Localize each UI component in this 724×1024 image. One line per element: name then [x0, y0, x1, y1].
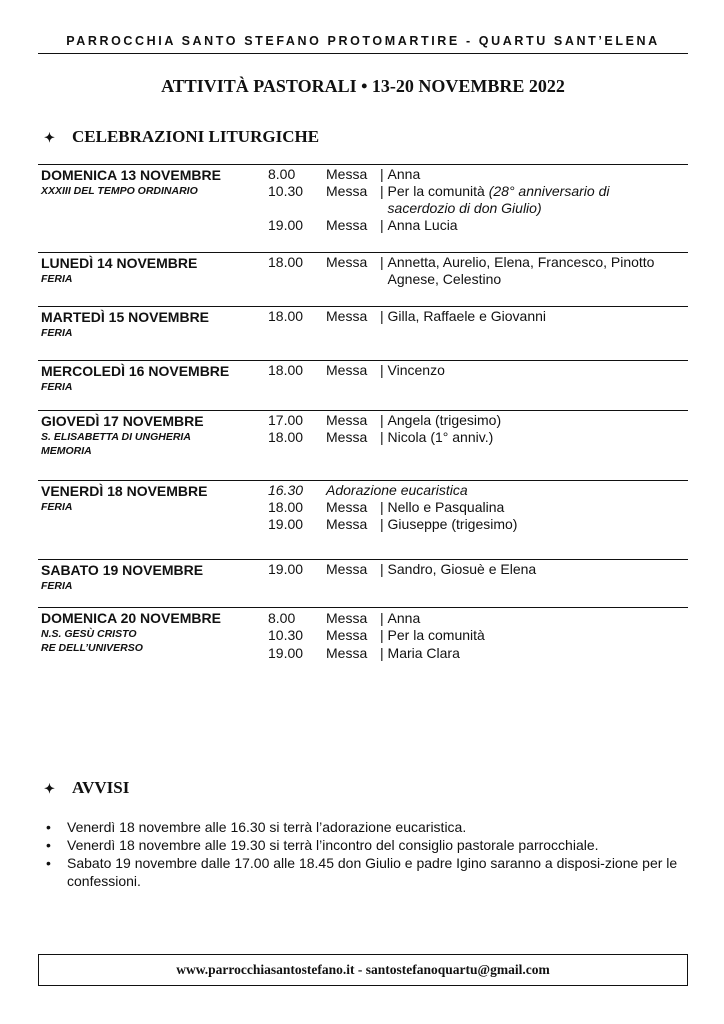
schedule-entry: [268, 254, 692, 288]
entry-separator: |: [380, 645, 384, 661]
notice-text: Venerdì 18 novembre alle 16.30 si terrà l’adorazione eucaristica.: [67, 819, 467, 835]
day-block-sunday-20: [38, 607, 688, 672]
entry-separator: |: [380, 308, 384, 324]
day-name: VENERDÌ 18 NOVEMBRE: [41, 483, 208, 499]
day-name: LUNEDÌ 14 NOVEMBRE: [41, 255, 198, 271]
footer-text: www.parrocchiasantostefano.it - santostefanoquartu@gmail.com: [176, 962, 550, 977]
entry-description: Nicola (1° anniv.): [387, 429, 494, 445]
entry-time: 10.30: [268, 627, 304, 643]
entry-kind: Messa: [326, 610, 368, 626]
schedule-entry: [268, 645, 460, 662]
entry-separator: |: [380, 362, 384, 378]
entry-separator: |: [380, 499, 384, 515]
notices-heading-label: AVVISI: [72, 778, 130, 797]
entry-description: Giuseppe (trigesimo): [387, 516, 518, 532]
entry-kind: Messa: [326, 645, 368, 661]
footer-contacts: [38, 954, 688, 986]
schedule-entry: [268, 308, 546, 325]
entry-kind: Messa: [326, 412, 368, 428]
day-subtitle: FERIA: [41, 273, 73, 285]
celebrations-heading: [44, 127, 319, 147]
day-block-friday-18: [38, 480, 688, 553]
day-subtitle: S. ELISABETTA DI UNGHERIA: [41, 431, 191, 443]
day-block-thursday-17: [38, 410, 688, 475]
day-name: DOMENICA 13 NOVEMBRE: [41, 167, 221, 183]
schedule-entry: [268, 499, 504, 516]
parish-header: PARROCCHIA SANTO STEFANO PROTOMARTIRE - QUARTU SANT’ELENA: [66, 34, 660, 48]
schedule-entry: [268, 516, 517, 533]
entry-separator: |: [380, 254, 384, 270]
schedule-entry: [268, 482, 468, 499]
header-divider: [38, 53, 688, 54]
entry-time: 18.00: [268, 308, 304, 324]
entry-time: 16.30: [268, 482, 304, 498]
notice-item: [46, 818, 686, 836]
entry-kind: Messa: [326, 166, 368, 182]
day-subtitle: RE DELL’UNIVERSO: [41, 642, 143, 654]
notices-heading: [44, 778, 129, 798]
bullet-icon: •: [46, 819, 51, 835]
entry-time: 8.00: [268, 166, 296, 182]
notices-list: [46, 818, 686, 890]
schedule-entry: [268, 561, 536, 578]
entry-time: 18.00: [268, 254, 304, 270]
entry-description: Vincenzo: [387, 362, 445, 378]
schedule-entry: [268, 166, 420, 183]
day-block-tuesday-15: [38, 306, 688, 351]
entry-time: 19.00: [268, 561, 304, 577]
notice-text: Sabato 19 novembre dalle 17.00 alle 18.45 don Giulio e padre Igino saranno a disposi-zione per le confessioni.: [67, 855, 678, 889]
entry-description: Anna: [387, 166, 421, 182]
day-subtitle: XXXIII DEL TEMPO ORDINARIO: [41, 185, 198, 197]
entry-separator: |: [380, 217, 384, 233]
celebrations-heading-label: CELEBRAZIONI LITURGICHE: [72, 127, 320, 146]
entry-description: Sandro, Giosuè e Elena: [387, 561, 537, 577]
day-subtitle: N.S. GESÙ CRISTO: [41, 628, 137, 640]
entry-time: 19.00: [268, 217, 304, 233]
bullet-icon: •: [46, 837, 51, 853]
entry-kind: Messa: [326, 308, 368, 324]
schedule-entry: [268, 362, 445, 379]
day-subtitle: MEMORIA: [41, 445, 92, 457]
notice-text: Venerdì 18 novembre alle 19.30 si terrà l’incontro del consiglio pastorale parrocchiale.: [67, 837, 599, 853]
day-subtitle: FERIA: [41, 580, 73, 592]
day-block-sunday-13: [38, 164, 688, 245]
entry-description: Per la comunità: [387, 627, 485, 643]
entry-description: Maria Clara: [387, 645, 460, 661]
entry-separator: |: [380, 561, 384, 577]
bullet-icon: •: [46, 855, 51, 871]
entry-kind: Messa: [326, 217, 368, 233]
entry-description-text: Per la comunità: [387, 183, 485, 199]
schedule-entry: [268, 183, 680, 217]
entry-description-note: (28° anniversario di sacerdozio di don Giulio): [387, 183, 610, 216]
four-point-star-icon: ✦: [44, 781, 55, 796]
entry-kind: Messa: [326, 516, 368, 532]
entry-kind: Messa: [326, 254, 368, 270]
notice-item: [46, 836, 686, 854]
schedule-entry: [268, 429, 493, 446]
notice-item: [46, 854, 686, 890]
entry-description: Anna: [387, 610, 421, 626]
entry-description: Anna Lucia: [387, 217, 458, 233]
entry-kind: Adorazione eucaristica: [326, 482, 468, 498]
entry-time: 18.00: [268, 429, 304, 445]
entry-time: 8.00: [268, 610, 296, 626]
day-subtitle: FERIA: [41, 381, 73, 393]
entry-kind: Messa: [326, 627, 368, 643]
schedule-entry: [268, 217, 458, 234]
entry-separator: |: [380, 166, 384, 182]
entry-description: [388, 183, 680, 217]
entry-description: Annetta, Aurelio, Elena, Francesco, Pinotto Agnese, Celestino: [387, 254, 655, 287]
schedule-entry: [268, 627, 485, 644]
day-block-monday-14: [38, 252, 688, 301]
schedule-entry: [268, 412, 501, 429]
entry-description: Angela (trigesimo): [387, 412, 502, 428]
day-name: MERCOLEDÌ 16 NOVEMBRE: [41, 363, 230, 379]
entry-kind: Messa: [326, 429, 368, 445]
entry-description: Nello e Pasqualina: [387, 499, 505, 515]
entry-kind: Messa: [326, 499, 368, 515]
day-subtitle: FERIA: [41, 327, 73, 339]
entry-separator: |: [380, 516, 384, 532]
entry-separator: |: [380, 412, 384, 428]
day-name: MARTEDÌ 15 NOVEMBRE: [41, 309, 210, 325]
day-subtitle: FERIA: [41, 501, 73, 513]
entry-separator: |: [380, 610, 384, 626]
entry-kind: Messa: [326, 183, 368, 199]
schedule-entry: [268, 610, 420, 627]
entry-separator: |: [380, 627, 384, 643]
day-block-wednesday-16: [38, 360, 688, 405]
day-name: SABATO 19 NOVEMBRE: [41, 562, 204, 578]
entry-time: 18.00: [268, 362, 304, 378]
day-name: DOMENICA 20 NOVEMBRE: [41, 610, 221, 626]
entry-time: 10.30: [268, 183, 304, 199]
entry-kind: Messa: [326, 561, 368, 577]
entry-time: 19.00: [268, 516, 304, 532]
entry-description: Gilla, Raffaele e Giovanni: [387, 308, 547, 324]
day-block-saturday-19: [38, 559, 688, 604]
four-point-star-icon: ✦: [44, 130, 55, 145]
page-title: ATTIVITÀ PASTORALI • 13-20 NOVEMBRE 2022: [161, 76, 565, 96]
entry-time: 19.00: [268, 645, 304, 661]
entry-time: 18.00: [268, 499, 304, 515]
entry-separator: |: [380, 183, 384, 199]
day-name: GIOVEDÌ 17 NOVEMBRE: [41, 413, 204, 429]
entry-time: 17.00: [268, 412, 304, 428]
entry-kind: Messa: [326, 362, 368, 378]
entry-separator: |: [380, 429, 384, 445]
